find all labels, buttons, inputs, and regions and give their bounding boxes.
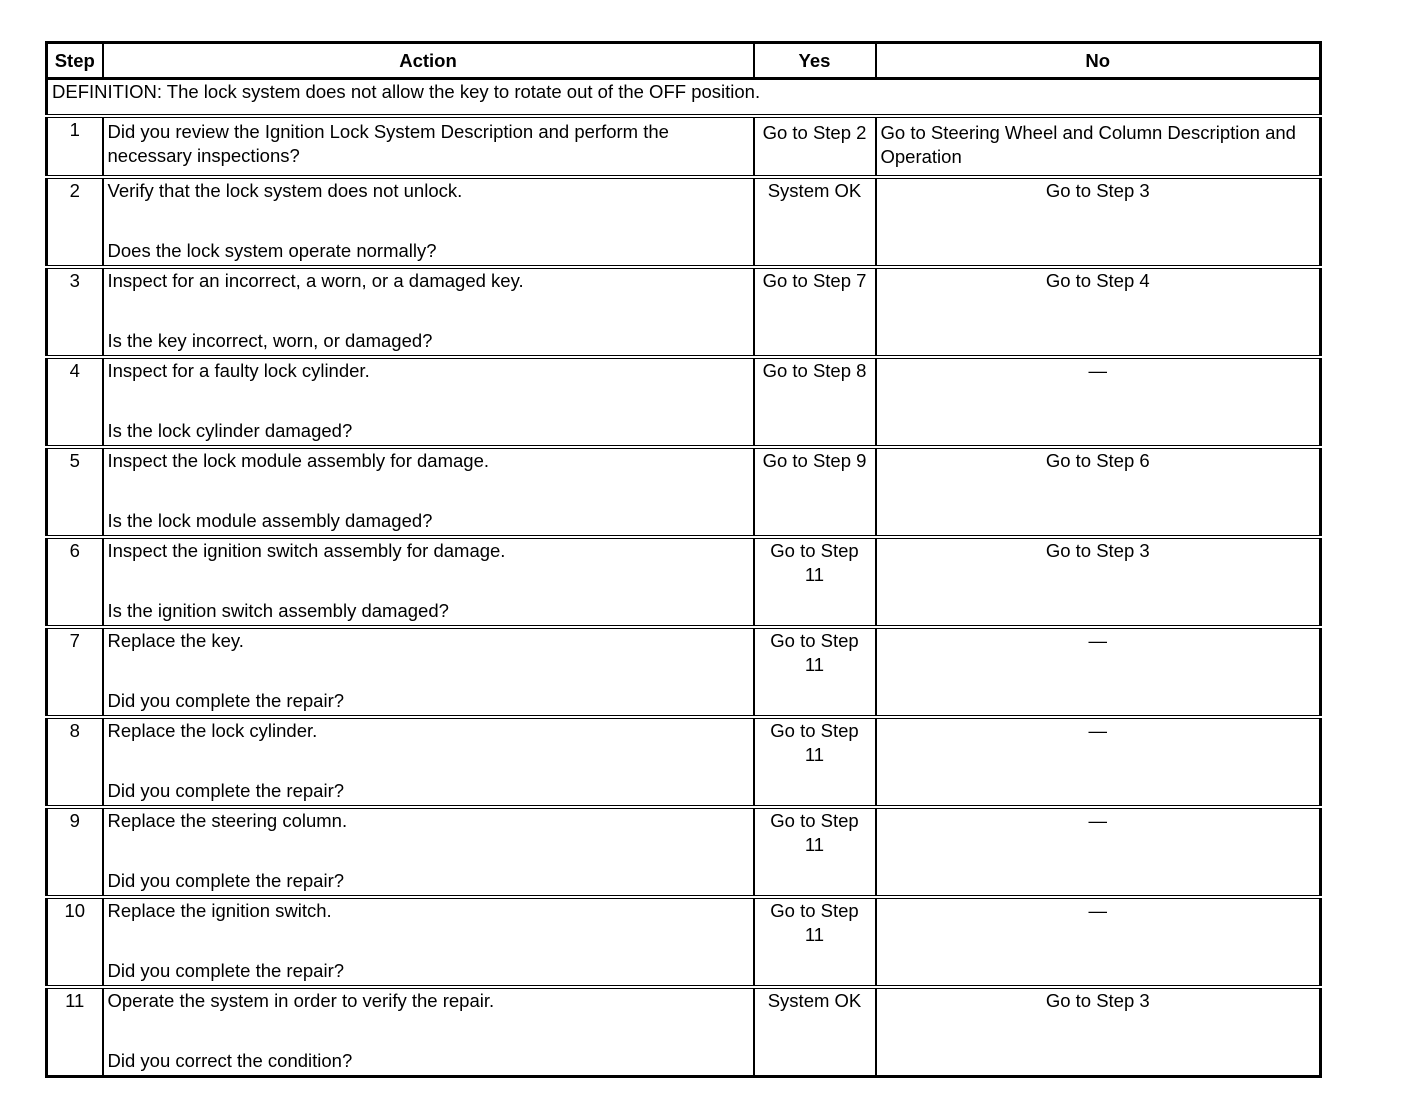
table-row (47, 447, 1321, 537)
action-text: Inspect the lock module assembly for damage. (107, 450, 489, 471)
action-text: Inspect the ignition switch assembly for damage. (107, 540, 506, 561)
header-yes: Yes (754, 43, 876, 79)
step-number: 11 (47, 987, 103, 1077)
action-question: Did you correct the condition? (107, 1050, 353, 1071)
action-question: Does the lock system operate normally? (107, 240, 437, 261)
yes-cell: Go to Step 11 (754, 807, 876, 897)
action-text: Replace the ignition switch. (107, 900, 332, 921)
action-text: Replace the key. (107, 630, 244, 651)
header-step: Step (47, 43, 103, 79)
definition-text: DEFINITION: The lock system does not allow the key to rotate out of the OFF position. (47, 79, 1321, 117)
no-cell: — (876, 717, 1321, 807)
action-cell (103, 116, 754, 177)
yes-cell: Go to Step 9 (754, 447, 876, 537)
no-cell: Go to Step 4 (876, 267, 1321, 357)
action-text: Inspect for a faulty lock cylinder. (107, 360, 370, 381)
step-number: 6 (47, 537, 103, 627)
yes-cell: System OK (754, 987, 876, 1077)
table-row (47, 357, 1321, 447)
action-cell (103, 447, 754, 537)
action-cell (103, 537, 754, 627)
no-cell: Go to Step 3 (876, 537, 1321, 627)
table-row (47, 987, 1321, 1077)
action-question: Did you complete the repair? (107, 780, 345, 801)
yes-cell: Go to Step 8 (754, 357, 876, 447)
action-cell (103, 627, 754, 717)
no-cell: Go to Step 3 (876, 987, 1321, 1077)
table-row (47, 177, 1321, 267)
step-number: 3 (47, 267, 103, 357)
action-question: Is the key incorrect, worn, or damaged? (107, 330, 433, 351)
no-cell: Go to Steering Wheel and Column Description and Operation (876, 116, 1321, 177)
action-question: Is the ignition switch assembly damaged? (107, 600, 449, 621)
diagnostic-table (45, 41, 1322, 1078)
definition-row (47, 79, 1321, 117)
yes-cell: Go to Step 11 (754, 897, 876, 987)
yes-cell: System OK (754, 177, 876, 267)
yes-cell: Go to Step 11 (754, 717, 876, 807)
action-cell (103, 897, 754, 987)
action-question: Is the lock cylinder damaged? (107, 420, 353, 441)
step-number: 9 (47, 807, 103, 897)
step-number: 5 (47, 447, 103, 537)
action-cell (103, 987, 754, 1077)
no-cell: Go to Step 3 (876, 177, 1321, 267)
header-no: No (876, 43, 1321, 79)
action-cell (103, 357, 754, 447)
action-text: Replace the steering column. (107, 810, 348, 831)
action-cell (103, 177, 754, 267)
action-text: Replace the lock cylinder. (107, 720, 318, 741)
action-cell (103, 267, 754, 357)
step-number: 1 (47, 116, 103, 177)
yes-cell: Go to Step 11 (754, 627, 876, 717)
no-cell: — (876, 627, 1321, 717)
header-row (47, 43, 1321, 79)
action-cell (103, 717, 754, 807)
table-row (47, 537, 1321, 627)
step-number: 10 (47, 897, 103, 987)
step-number: 7 (47, 627, 103, 717)
step-number: 8 (47, 717, 103, 807)
no-cell: — (876, 357, 1321, 447)
action-question: Is the lock module assembly damaged? (107, 510, 433, 531)
action-text: Did you review the Ignition Lock System Description and perform the necessary inspections? (107, 121, 669, 166)
table-row (47, 267, 1321, 357)
action-cell (103, 807, 754, 897)
step-number: 4 (47, 357, 103, 447)
yes-cell: Go to Step 7 (754, 267, 876, 357)
action-text: Verify that the lock system does not unlock. (107, 180, 463, 201)
table-row (47, 807, 1321, 897)
no-cell: — (876, 807, 1321, 897)
yes-cell: Go to Step 11 (754, 537, 876, 627)
table-row (47, 717, 1321, 807)
table-row (47, 627, 1321, 717)
action-text: Operate the system in order to verify the repair. (107, 990, 495, 1011)
step-number: 2 (47, 177, 103, 267)
action-question: Did you complete the repair? (107, 960, 345, 981)
table-row (47, 897, 1321, 987)
action-question: Did you complete the repair? (107, 870, 345, 891)
action-text: Inspect for an incorrect, a worn, or a damaged key. (107, 270, 524, 291)
yes-cell: Go to Step 2 (754, 116, 876, 177)
header-action: Action (103, 43, 754, 79)
no-cell: — (876, 897, 1321, 987)
no-cell: Go to Step 6 (876, 447, 1321, 537)
action-question: Did you complete the repair? (107, 690, 345, 711)
table-row (47, 116, 1321, 177)
